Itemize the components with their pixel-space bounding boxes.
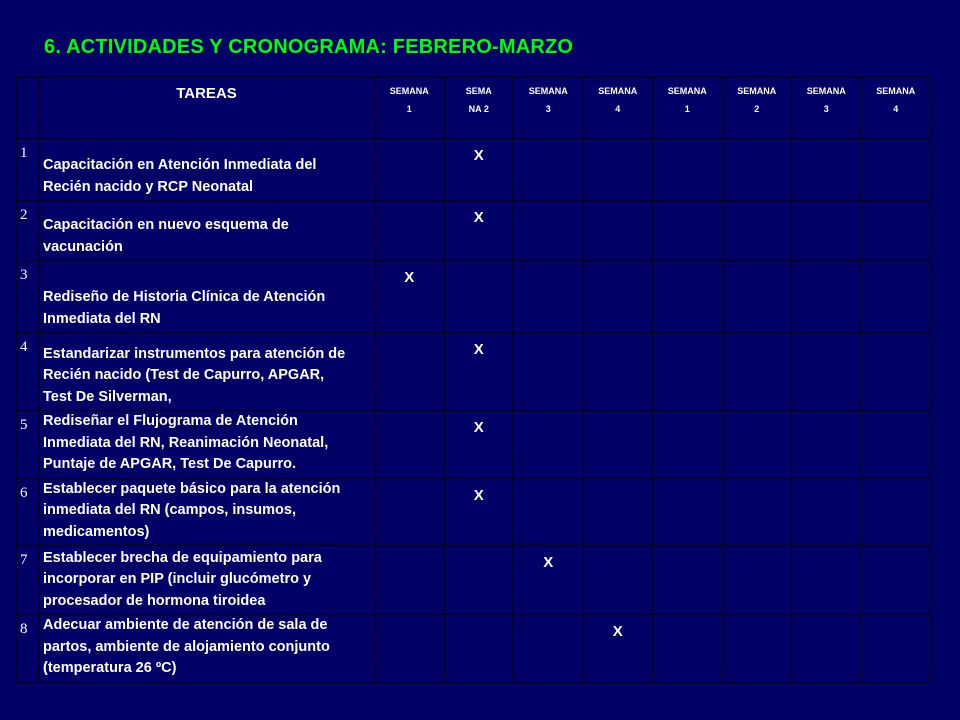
schedule-mark: X [543, 554, 554, 571]
week-cell [514, 139, 584, 201]
week-cell [792, 261, 862, 333]
week-cell [375, 546, 445, 615]
task-description-line: procesador de hormona tiroidea [43, 592, 266, 609]
week-cell [861, 201, 931, 261]
task-description-line: Capacitación en Atención Inmediata del [43, 157, 317, 173]
week-cell [861, 333, 931, 411]
task-description-line: Test De Silverman, [43, 388, 172, 405]
header-week-5: SEMANA 1 [653, 77, 723, 139]
task-row [17, 615, 931, 683]
task-description-line: Inmediata del RN, Reanimación Neonatal, [43, 434, 329, 451]
week-cell [792, 139, 862, 201]
task-description-line: incorporar en PIP (incluir glucómetro y [43, 571, 312, 587]
task-number: 6 [17, 478, 39, 546]
week-cell [514, 478, 584, 546]
task-description-line: vacunación [43, 238, 123, 255]
task-row [17, 478, 931, 546]
week-cell [583, 478, 653, 546]
week-cell [583, 333, 653, 411]
week-cell [861, 261, 931, 333]
task-row [17, 333, 931, 411]
task-description-line: Rediseñar el Flujograma de Atención [43, 413, 298, 429]
week-cell [861, 478, 931, 546]
header-week-6: SEMANA 2 [722, 77, 792, 139]
task-number: 4 [17, 333, 39, 411]
week-cell [792, 411, 862, 479]
week-cell [583, 411, 653, 479]
week-cell [375, 411, 445, 479]
week-cell [514, 261, 584, 333]
task-description [39, 615, 375, 683]
week-cell [514, 411, 584, 479]
week-cell [514, 615, 584, 683]
schedule-mark: X [404, 269, 415, 286]
week-cell [653, 261, 723, 333]
schedule-mark: X [473, 147, 484, 164]
week-cell [722, 615, 792, 683]
week-cell [792, 478, 862, 546]
week-cell [792, 615, 862, 683]
week-cell [444, 478, 514, 546]
task-number: 3 [17, 261, 39, 333]
schedule-mark: X [473, 486, 484, 504]
week-cell [375, 615, 445, 683]
week-cell [722, 261, 792, 333]
header-week-8: SEMANA 4 [861, 77, 931, 139]
week-cell [722, 411, 792, 479]
week-cell [653, 201, 723, 261]
schedule-mark: X [612, 623, 623, 640]
header-row [17, 77, 931, 139]
week-cell [722, 201, 792, 261]
task-description-line: Adecuar ambiente de atención de sala de [43, 617, 328, 633]
task-number: 5 [17, 411, 39, 479]
task-description-line: Capacitación en nuevo esquema de [43, 217, 289, 233]
week-cell [444, 615, 514, 683]
week-cell [653, 546, 723, 615]
task-description [39, 546, 375, 615]
week-cell [583, 201, 653, 261]
week-cell [653, 478, 723, 546]
week-cell [653, 139, 723, 201]
task-description-line: partos, ambiente de alojamiento conjunto [43, 638, 330, 655]
week-cell [514, 333, 584, 411]
week-cell [444, 333, 514, 411]
schedule-mark: X [473, 209, 484, 226]
task-row [17, 546, 931, 615]
week-cell [583, 546, 653, 615]
task-description [39, 411, 375, 479]
week-cell [653, 411, 723, 479]
task-number: 1 [17, 139, 39, 201]
week-cell [861, 411, 931, 479]
week-cell [792, 333, 862, 411]
week-cell [792, 201, 862, 261]
header-week-3: SEMANA 3 [514, 77, 584, 139]
week-cell [444, 201, 514, 261]
header-num-cell [17, 77, 39, 139]
week-cell [375, 261, 445, 333]
task-description-line: Rediseño de Historia Clínica de Atención [43, 289, 326, 305]
week-cell [514, 546, 584, 615]
task-description [39, 478, 375, 546]
task-row [17, 201, 931, 261]
week-cell [583, 615, 653, 683]
header-week-2: SEMA NA 2 [444, 77, 514, 139]
week-cell [722, 478, 792, 546]
slide-title: 6. ACTIVIDADES Y CRONOGRAMA: FEBRERO-MARZO [44, 36, 574, 58]
week-cell [444, 411, 514, 479]
task-description [39, 261, 375, 333]
schedule-mark: X [473, 341, 484, 358]
week-cell [375, 478, 445, 546]
week-cell [583, 261, 653, 333]
week-cell [375, 333, 445, 411]
schedule-table [16, 76, 931, 683]
task-row [17, 261, 931, 333]
week-cell [653, 615, 723, 683]
week-cell [792, 546, 862, 615]
task-row [17, 411, 931, 479]
week-cell [514, 201, 584, 261]
week-cell [861, 615, 931, 683]
task-description-line: medicamentos) [43, 523, 150, 540]
task-description [39, 201, 375, 261]
week-cell [375, 201, 445, 261]
task-description-line: Inmediata del RN [43, 310, 161, 327]
task-description-line: Estandarizar instrumentos para atención de [43, 345, 346, 362]
task-description-line: inmediata del RN (campos, insumos, [43, 502, 296, 518]
week-cell [861, 546, 931, 615]
header-week-1: SEMANA 1 [375, 77, 445, 139]
task-description-line: Recién nacido (Test de Capurro, APGAR, [43, 367, 325, 383]
header-tasks: TAREAS [39, 77, 375, 139]
task-number: 8 [17, 615, 39, 683]
week-cell [722, 139, 792, 201]
task-description [39, 333, 375, 411]
schedule-mark: X [473, 419, 484, 436]
task-number: 2 [17, 201, 39, 261]
task-description-line: Recién nacido y RCP Neonatal [43, 178, 254, 195]
header-week-4: SEMANA 4 [583, 77, 653, 139]
task-description-line: Establecer brecha de equipamiento para [43, 549, 322, 566]
week-cell [583, 139, 653, 201]
week-cell [444, 546, 514, 615]
task-row [17, 139, 931, 201]
week-cell [444, 261, 514, 333]
week-cell [375, 139, 445, 201]
week-cell [722, 333, 792, 411]
header-week-7: SEMANA 3 [792, 77, 862, 139]
task-description [39, 139, 375, 201]
task-number: 7 [17, 546, 39, 615]
task-description-line: (temperatura 26 ºC) [43, 660, 177, 676]
week-cell [653, 333, 723, 411]
week-cell [861, 139, 931, 201]
week-cell [444, 139, 514, 201]
task-description-line: Establecer paquete básico para la atención [43, 480, 341, 497]
week-cell [722, 546, 792, 615]
task-description-line: Puntaje de APGAR, Test De Capurro. [43, 456, 296, 472]
